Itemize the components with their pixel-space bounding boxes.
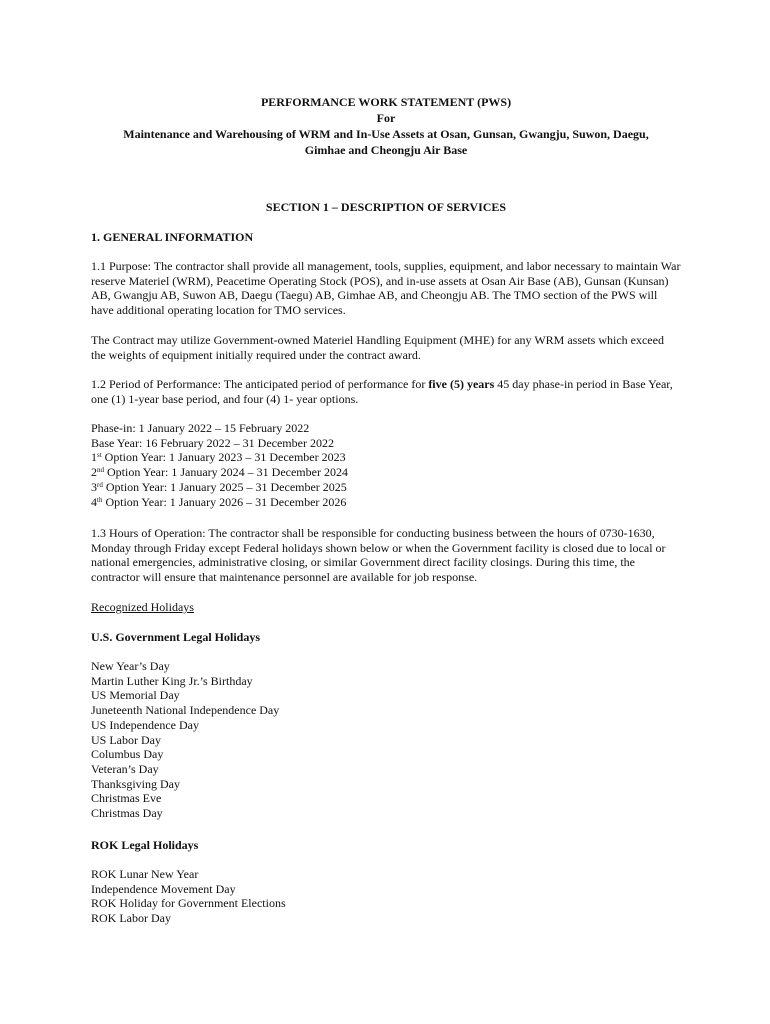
document-title <box>91 94 681 158</box>
list-item: Christmas Eve <box>91 791 162 806</box>
list-item: ROK Labor Day <box>91 911 171 926</box>
title-line-1: PERFORMANCE WORK STATEMENT (PWS) <box>260 95 512 109</box>
hours-of-operation-paragraph: 1.3 Hours of Operation: The contractor shall be responsible for conducting business between the hours of 0730-1630, Monday through Friday except Federal holidays shown below or when the Government facility is closed due to local or national emergencies, administrative closing, or similar Government direct facility closings. During this time, the contractor will ensure that maintenance personnel are available for job response. <box>91 526 666 584</box>
list-item: ROK Holiday for Government Elections <box>91 896 286 911</box>
us-holidays-heading: U.S. Government Legal Holidays <box>91 630 261 644</box>
mhe-paragraph: The Contract may utilize Government-owned Materiel Handling Equipment (MHE) for any WRM assets which exceed the weights of equipment initially required under the contract award. <box>91 333 664 362</box>
title-line-4: Gimhae and Cheongju Air Base <box>304 143 468 157</box>
period-of-performance-paragraph <box>91 377 681 406</box>
list-item: US Labor Day <box>91 732 161 747</box>
period-text-suffix: 45 day phase-in period in Base Year, one (1) 1-year base period, and four (4) 1- year options. <box>91 377 673 406</box>
list-item: US Independence Day <box>91 717 199 732</box>
section-heading: SECTION 1 – DESCRIPTION OF SERVICES <box>265 200 507 214</box>
recognized-holidays-label: Recognized Holidays <box>91 600 194 614</box>
period-text-bold: five (5) years <box>428 377 495 391</box>
rok-holidays-list <box>91 867 681 926</box>
title-line-3: Maintenance and Warehousing of WRM and In-Use Assets at Osan, Gunsan, Gwangju, Suwon, Daegu, <box>123 127 649 141</box>
list-item: Veteran’s Day <box>91 761 159 776</box>
list-item: Columbus Day <box>91 747 164 762</box>
us-holidays-list <box>91 659 681 821</box>
performance-schedule <box>91 421 681 509</box>
list-item: Martin Luther King Jr.’s Birthday <box>91 673 253 688</box>
general-information-heading: 1. GENERAL INFORMATION <box>91 230 254 244</box>
period-text-prefix: 1.2 Period of Performance: The anticipated period of performance for <box>91 377 429 391</box>
list-item: Juneteenth National Independence Day <box>91 703 280 718</box>
schedule-phase-in: Phase-in: 1 January 2022 – 15 February 2022 <box>91 421 310 435</box>
rok-holidays-heading: ROK Legal Holidays <box>91 838 199 852</box>
list-item: Thanksgiving Day <box>91 776 180 791</box>
list-item: Christmas Day <box>91 806 163 821</box>
list-item: ROK Lunar New Year <box>91 867 199 881</box>
schedule-option-1: 1st Option Year: 1 January 2023 – 31 December 2023 <box>91 450 346 465</box>
schedule-base-year: Base Year: 16 February 2022 – 31 December 2022 <box>91 435 334 450</box>
list-item: Independence Movement Day <box>91 881 236 896</box>
schedule-option-4: 4th Option Year: 1 January 2026 – 31 December 2026 <box>91 494 347 509</box>
title-line-2: For <box>376 111 396 125</box>
purpose-paragraph: 1.1 Purpose: The contractor shall provide all management, tools, supplies, equipment, and labor necessary to maintain War reserve Materiel (WRM), Peacetime Operating Stock (POS), and in-use assets at Osan Air Base (AB), Gunsan (Kunsan) AB, Gwangju AB, Suwon AB, Daegu (Taegu) AB, Gimhae AB, and Cheongju AB. The TMO section of the PWS will have additional operating location for TMO services. <box>91 259 681 317</box>
schedule-option-2: 2nd Option Year: 1 January 2024 – 31 December 2024 <box>91 465 348 480</box>
list-item: US Memorial Day <box>91 688 180 703</box>
list-item: New Year’s Day <box>91 659 170 673</box>
schedule-option-3: 3rd Option Year: 1 January 2025 – 31 December 2025 <box>91 479 347 494</box>
